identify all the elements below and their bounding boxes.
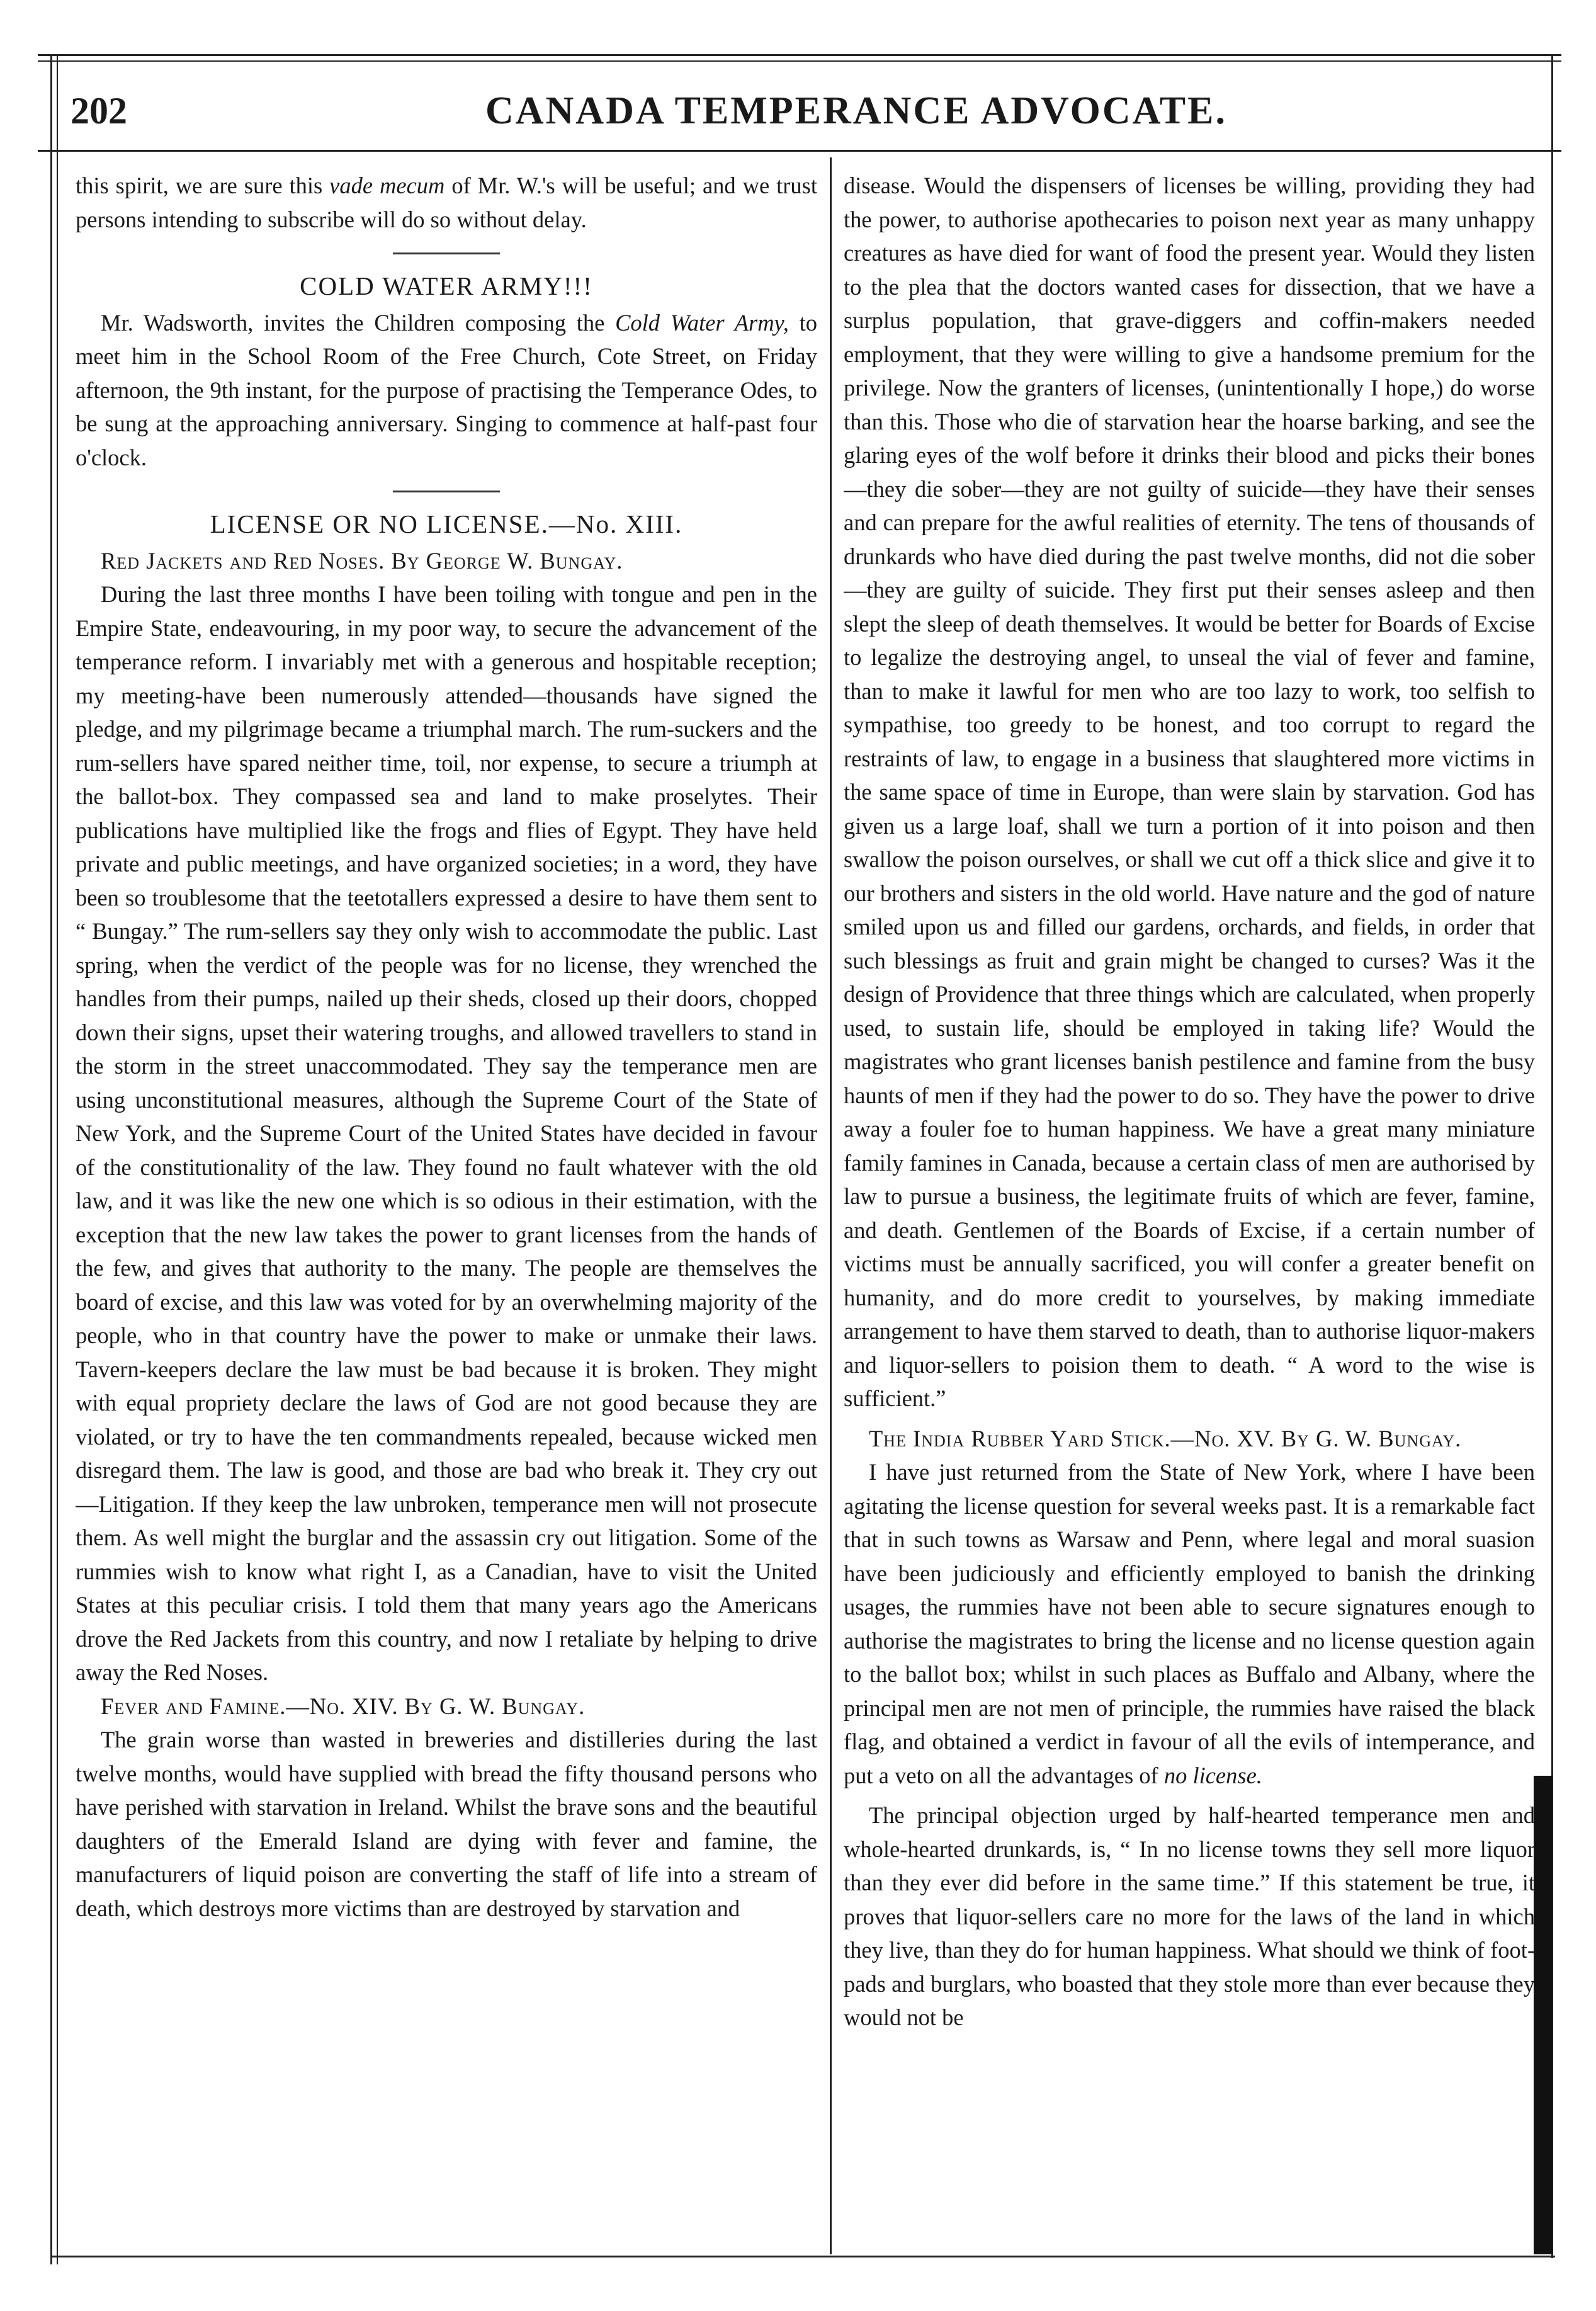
india-rubber-body: I have just returned from the State of New York, where I have been agitating the license question for several weeks past. It is a remarkable fact that in such towns as Warsaw and Penn, where legal and moral suasion have been judiciously and efficiently employed to banish the drinking usages, the rummies have not been able to secure signatures enough to authorise the magistrates to bring the license and no license question again to the ballot box; whilst in such places as Buffalo and Albany, where the principal men are not men of principle, the rummies have raised the black flag, and obtained a verdict in favour of all the evils of intemperance, and put a veto on all the advantages of no license. [844, 1459, 1535, 1788]
bottom-rule [50, 2256, 1555, 2257]
left-frame-rule-inner [57, 54, 58, 2264]
section-separator [393, 491, 500, 492]
column-divider [830, 157, 832, 2254]
license-heading: LICENSE OR NO LICENSE.—No. XIII. [210, 509, 683, 538]
top-rule-outer [38, 54, 1561, 56]
fever-famine-continued: disease. Would the dispensers of licenses be willing, providing they had the power, to authorise apothecaries to poison next year as many unhappy creatures as have died for want of food the present year. Would they listen to the plea that the doctors wanted cases for dissection, that we have a surplus population, that grave-diggers and coffin-makers needed employment, that they were willing to give a handsome premium for the privilege. Now the granters of licenses, (unintentionally I hope,) do worse than this. Those who die of starvation hear the hoarse barking, and see the glaring eyes of the wolf before it drinks their blood and picks their bones—they die sober—they are not guilty of suicide—they have their senses and can prepare for the awful realities of eternity. The tens of thousands of drunkards who have died during the past twelve months, did not die sober—they are guilty of suicide. They first put their senses asleep and then slept the sleep of death themselves. It would be better for Boards of Excise to legalize the destroying angel, to unseal the vial of fever and famine, than to make it lawful for men who are too lazy to work, too selfish to sympathise, too greedy to be honest, and too corrupt to regard the restraints of law, to engage in a business that slaughtered more victims in the same space of time in Europe, than were slain by starvation. God has given us a large loaf, shall we turn a portion of it into poison and then swallow the poison ourselves, or shall we cut off a thick slice and give it to our brothers and sisters in the old world. Have nature and the god of nature smiled upon us and filled our gardens, orchards, and fields, in order that such blessings as fruit and grain might be changed to curses? Was it the design of Providence that three things which are calculated, when properly used, to sustain life, should be employed in taking life? Would the magistrates who grant licenses banish pestilence and famine from the busy haunts of men if they had the power to do so. They have the power to drive away a fouler foe to human happiness. We have a great many miniature family famines in Canada, because a certain class of men are authorised by law to pursue a business, the legitimate fruits of which are fever, famine, and death. Gentlemen of the Boards of Excise, if a certain number of victims must be annually sacrificed, you will confer a greater benefit on humanity, and do more credit to yourselves, by making immediate arrangement to have them starved to death, than to authorise liquor-makers and liquor-sellers to poision them to death. “ A word to the wise is sufficient.” [844, 173, 1535, 1411]
india-rubber-byline: The India Rubber Yard Stick.—No. XV. By G. W. Bungay. [869, 1425, 1462, 1451]
cold-water-heading: COLD WATER ARMY!!! [300, 271, 593, 300]
scan-edge-mark [1534, 1776, 1553, 2254]
masthead-title: CANADA TEMPERANCE ADVOCATE. [485, 89, 1228, 132]
page-number: 202 [71, 89, 127, 132]
fever-famine-byline: Fever and Famine.—No. XIV. By G. W. Bungay. [101, 1693, 586, 1719]
india-rubber-body-cont: The principal objection urged by half-hearted temperance men and whole-hearted drunkards, is, “ In no license towns they sell more liquor than they ever did before in the same time.” If this statement be true, it proves that liquor-sellers care no more for the laws of the land in which they live, than they do for human happiness. What should we think of foot-pads and burglars, who boasted that they stole more than ever because they would not be [844, 1802, 1535, 2030]
left-frame-rule [50, 54, 52, 2264]
top-rule-inner [38, 60, 1561, 62]
section-separator [393, 253, 500, 254]
red-jackets-byline: Red Jackets and Red Noses. By George W. Bungay. [101, 547, 623, 574]
left-column [76, 169, 817, 2247]
cold-water-notice: Mr. Wadsworth, invites the Children composing the Cold Water Army, to meet him in the School Room of the Free Church, Cote Street, on Friday afternoon, the 9th instant, for the purpose of practising the Temperance Odes, to be sung at the approaching anniversary. Singing to commence at half-past four o'clock. [76, 309, 817, 470]
red-jackets-body: During the last three months I have been toiling with tongue and pen in the Empire State, endeavouring, in my poor way, to secure the advancement of the temperance reform. I invariably met with a generous and hospitable reception; my meeting-have been numerously attended—thousands have signed the pledge, and my pilgrimage became a triumphal march. The rum-suckers and the rum-sellers have spared neither time, toil, nor expense, to secure a triumph at the ballot-box. They compassed sea and land to make proselytes. Their publications have multiplied like the frogs and flies of Egypt. They have held private and public meetings, and have organized societies; in a word, they have been so troublesome that the teetotallers expressed a desire to have them sent to “ Bungay.” The rum-sellers say they only wish to accommodate the public. Last spring, when the verdict of the people was for no license, they wrenched the handles from their pumps, nailed up their sheds, closed up their doors, chopped down their signs, upset their watering troughs, and allowed travellers to stand in the storm in the street unaccommodated. They say the temperance men are using unconstitutional measures, although the Supreme Court of the State of New York, and the Supreme Court of the United States have decided in favour of the constitutionality of the law. They found no fault whatever with the old law, and it was like the new one which is so odious in their estimation, with the exception that the new law takes the power to grant licenses from the hands of the few, and gives that authority to the many. The people are themselves the board of excise, and this law was voted for by an overwhelming majority of the people, who in that country have the power to make or unmake their laws. Tavern-keepers declare the law must be bad because it is broken. They might with equal propriety declare the laws of God are not good because they are violated, or try to have the ten commandments repealed, because wicked men disregard them. The law is good, and those are bad who break it. They cry out —Litigation. If they keep the law unbroken, temperance men will not prosecute them. As well might the burglar and the assassin cry out litigation. Some of the rummies wish to know what right I, as a Canadian, have to visit the United States at this peculiar crisis. I told them that many years ago the Americans drove the Red Jackets from this country, and now I retaliate by helping to drive away the Red Noses. [76, 581, 817, 1685]
fever-famine-body: The grain worse than wasted in breweries and distilleries during the last twelve months, would have supplied with bread the fifty thousand persons who have perished with starvation in Ireland. Whilst the brave sons and the beautiful daughters of the Emerald Island are dying with fever and famine, the manufacturers of liquid poison are converting the staff of life into a stream of death, which destroys more victims than are destroyed by starvation and [76, 1727, 817, 1921]
right-column [844, 169, 1535, 2247]
intro-paragraph: this spirit, we are sure this vade mecum of Mr. W.'s will be useful; and we trust persons intending to subscribe will do so without delay. [76, 173, 817, 232]
header-rule [38, 150, 1561, 152]
